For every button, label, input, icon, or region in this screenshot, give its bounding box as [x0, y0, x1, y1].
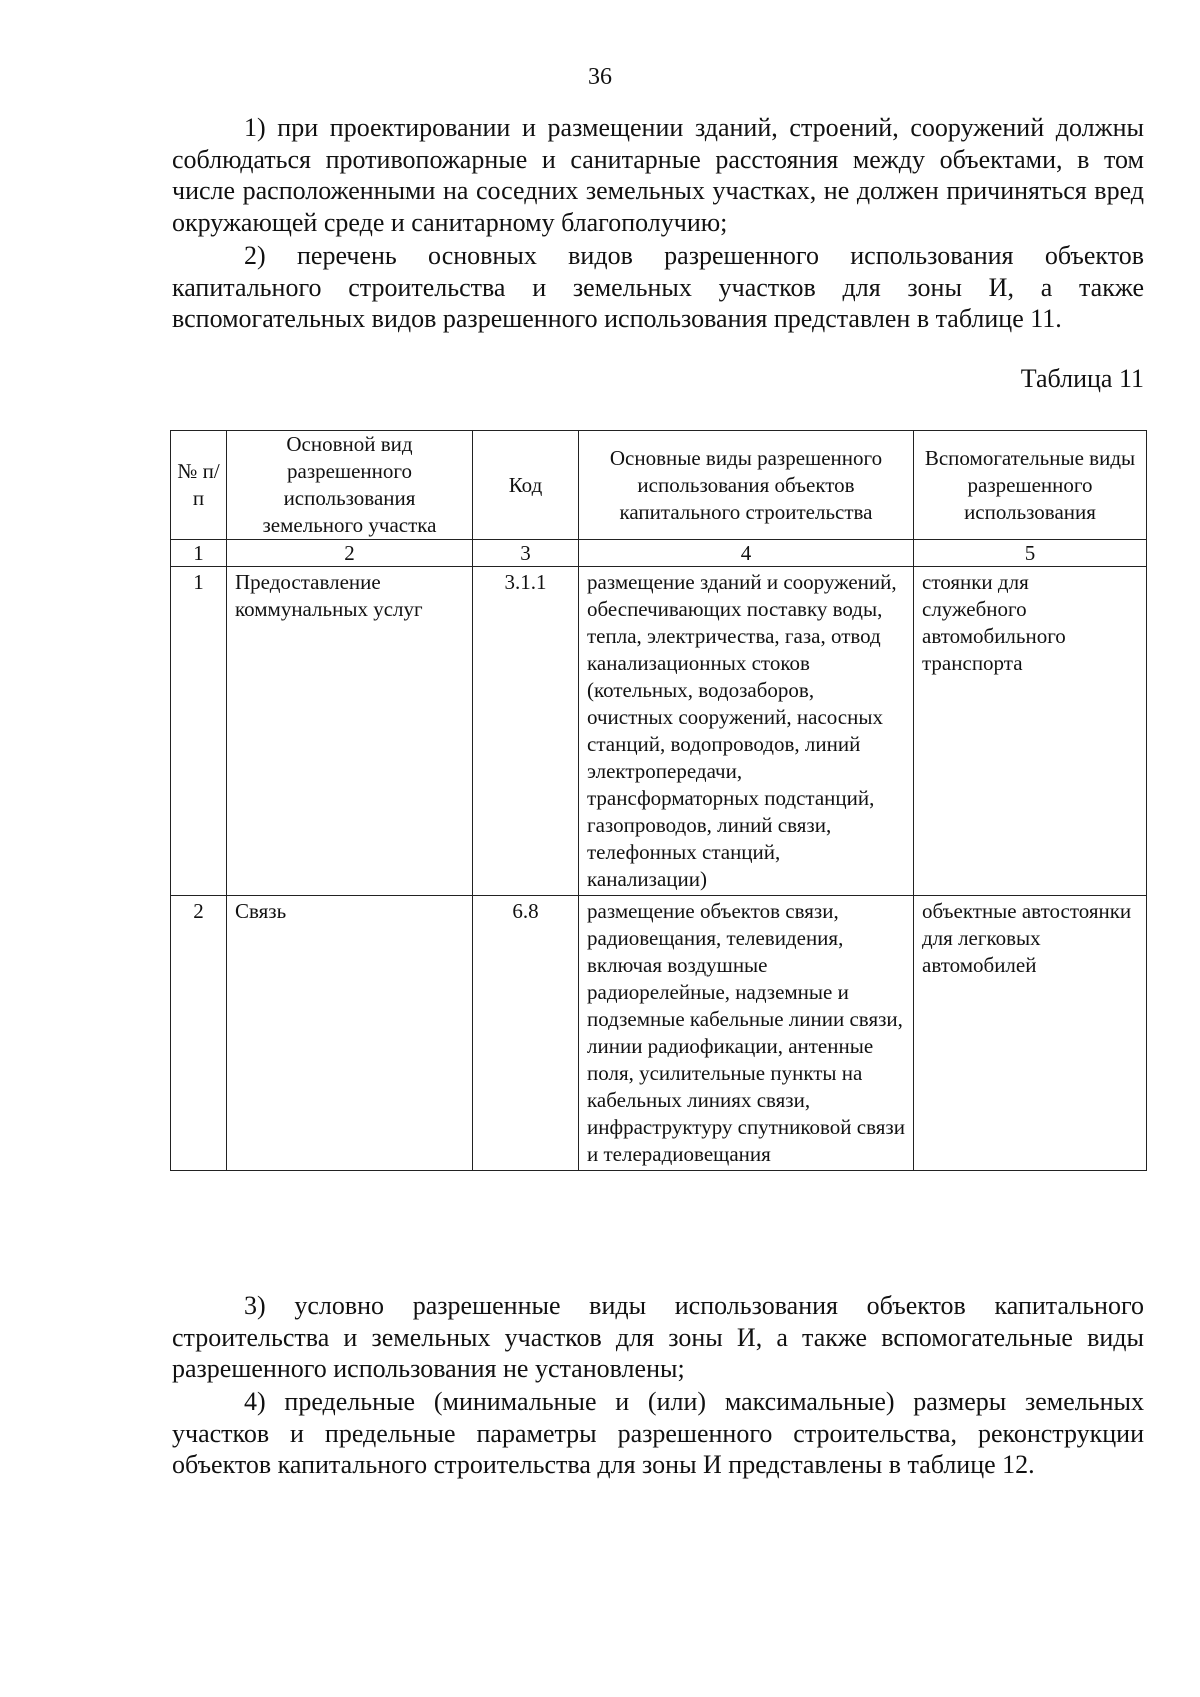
cell-aux-use: стоянки для служебного автомобильного транспорта [914, 567, 1147, 896]
cell-num: 1 [171, 567, 227, 896]
land-use-table [170, 430, 1147, 1171]
page-number: 36 [588, 64, 612, 90]
paragraph-2: 2) перечень основных видов разрешенного использования объектов капитального строительства и земельных участков для зоны И, а также вспомогательных видов разрешенного использования представлен в таблице 11. [172, 241, 1144, 333]
table-caption: Таблица 11 [1020, 364, 1144, 393]
header-aux-use: Вспомогательные виды разрешенного использования [914, 431, 1147, 540]
header-main-use: Основной вид разрешенного использования земельного участка [227, 431, 473, 540]
paragraph-4: 4) предельные (минимальные и (или) максимальные) размеры земельных участков и предельные параметры разрешенного строительства, реконструкции объектов капитального строительства для зоны И представлены в таблице 12. [172, 1387, 1144, 1479]
cell-aux-use: объектные автостоянки для легковых автомобилей [914, 896, 1147, 1171]
header-code: Код [473, 431, 579, 540]
index-cell: 2 [227, 540, 473, 567]
table-header-row [171, 431, 1147, 540]
index-cell: 3 [473, 540, 579, 567]
cell-code: 3.1.1 [473, 567, 579, 896]
table-row [171, 567, 1147, 896]
index-cell: 1 [171, 540, 227, 567]
cell-main-use: Связь [227, 896, 473, 1171]
index-cell: 5 [914, 540, 1147, 567]
cell-main-use: Предоставление коммунальных услуг [227, 567, 473, 896]
paragraph-1: 1) при проектировании и размещении зданий, строений, сооружений должны соблюдаться противопожарные и санитарные расстояния между объектами, в том числе расположенными на соседних земельных участках, не должен причиняться вред окружающей среде и санитарному благополучию; [172, 113, 1144, 237]
paragraph-3: 3) условно разрешенные виды использования объектов капитального строительства и земельных участков для зоны И, а также вспомогательные виды разрешенного использования не установлены; [172, 1291, 1144, 1383]
table-row [171, 896, 1147, 1171]
cell-code: 6.8 [473, 896, 579, 1171]
table-index-row [171, 540, 1147, 567]
index-cell: 4 [579, 540, 914, 567]
cell-object-use: размещение объектов связи, радиовещания, телевидения, включая воздушные радиорелейные, надземные и подземные кабельные линии связи, линии радиофикации, антенные поля, усилительные пункты на кабельных линиях связи, инфраструктуру спутниковой связи и телерадиовещания [579, 896, 914, 1171]
cell-object-use: размещение зданий и сооружений, обеспечивающих поставку воды, тепла, электричества, газа, отвод канализационных стоков (котельных, водозаборов, очистных сооружений, насосных станций, водопроводов, линий электропередачи, трансформаторных подстанций, газопроводов, линий связи, телефонных станций, канализации) [579, 567, 914, 896]
header-num: № п/п [171, 431, 227, 540]
cell-num: 2 [171, 896, 227, 1171]
header-object-use: Основные виды разрешенного использования объектов капитального строительства [579, 431, 914, 540]
